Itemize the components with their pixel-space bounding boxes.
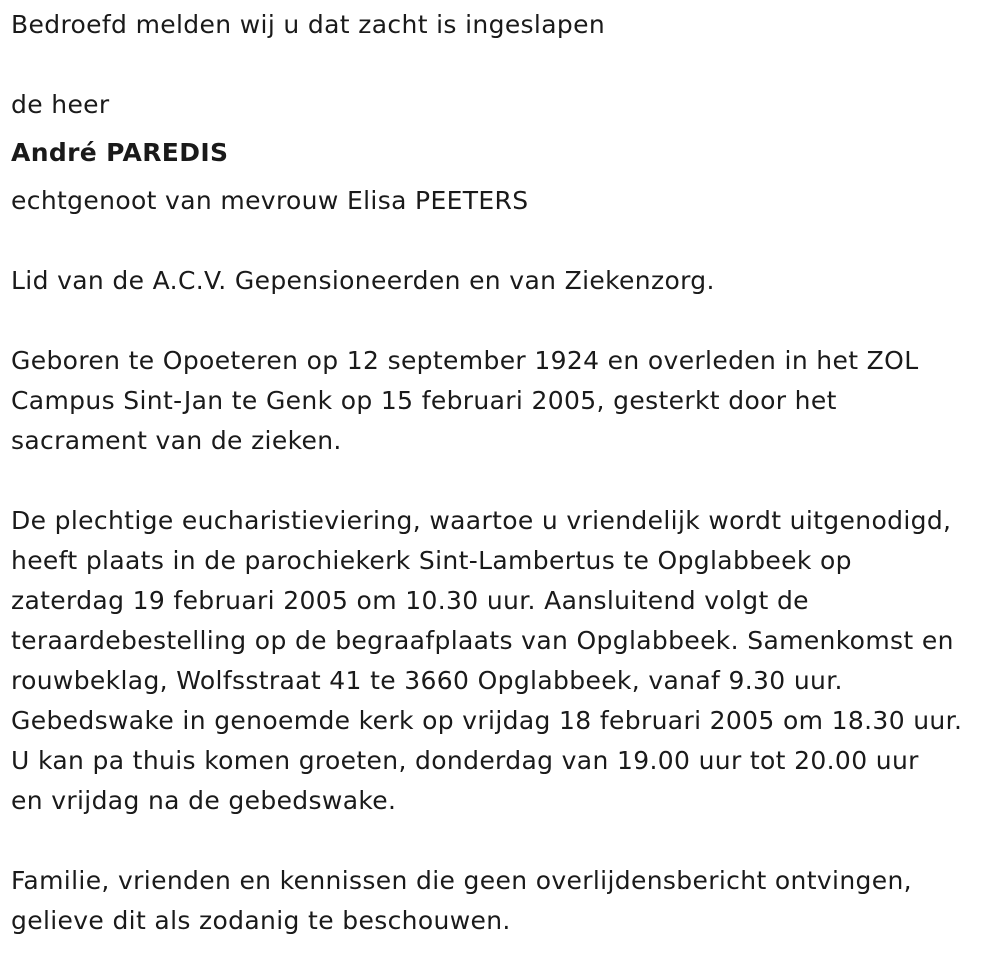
paragraph-line: Campus Sint-Jan te Genk op 15 februari 2005, gesterkt door het — [11, 386, 837, 415]
paragraph-line: De plechtige eucharistieviering, waartoe u vriendelijk wordt uitgenodigd, — [11, 506, 952, 535]
spouse-text: echtgenoot van mevrouw Elisa PEETERS — [11, 186, 529, 215]
paragraph-line: gelieve dit als zodanig te beschouwen. — [11, 906, 511, 935]
paragraph-line: teraardebestelling op de begraafplaats van Opglabbeek. Samenkomst en — [11, 626, 954, 655]
deceased-name: André PAREDIS — [11, 138, 229, 167]
paragraph-line: en vrijdag na de gebedswake. — [11, 786, 397, 815]
paragraph-line: heeft plaats in de parochiekerk Sint-Lambertus te Opglabbeek op — [11, 546, 852, 575]
paragraph-line: Gebedswake in genoemde kerk op vrijdag 18 februari 2005 om 18.30 uur. — [11, 706, 963, 735]
paragraph-line: zaterdag 19 februari 2005 om 10.30 uur. Aansluitend volgt de — [11, 586, 809, 615]
salutation-text: de heer — [11, 90, 110, 119]
intro-text: Bedroefd melden wij u dat zacht is ingeslapen — [11, 10, 606, 39]
paragraph-line: sacrament van de zieken. — [11, 426, 342, 455]
paragraph-line: Familie, vrienden en kennissen die geen overlijdensbericht ontvingen, — [11, 866, 912, 895]
paragraph-line: Geboren te Opoeteren op 12 september 1924 en overleden in het ZOL — [11, 346, 919, 375]
membership-text: Lid van de A.C.V. Gepensioneerden en van Ziekenzorg. — [11, 266, 715, 295]
paragraph-line: rouwbeklag, Wolfsstraat 41 te 3660 Opglabbeek, vanaf 9.30 uur. — [11, 666, 843, 695]
paragraph-line: U kan pa thuis komen groeten, donderdag van 19.00 uur tot 20.00 uur — [11, 746, 919, 775]
